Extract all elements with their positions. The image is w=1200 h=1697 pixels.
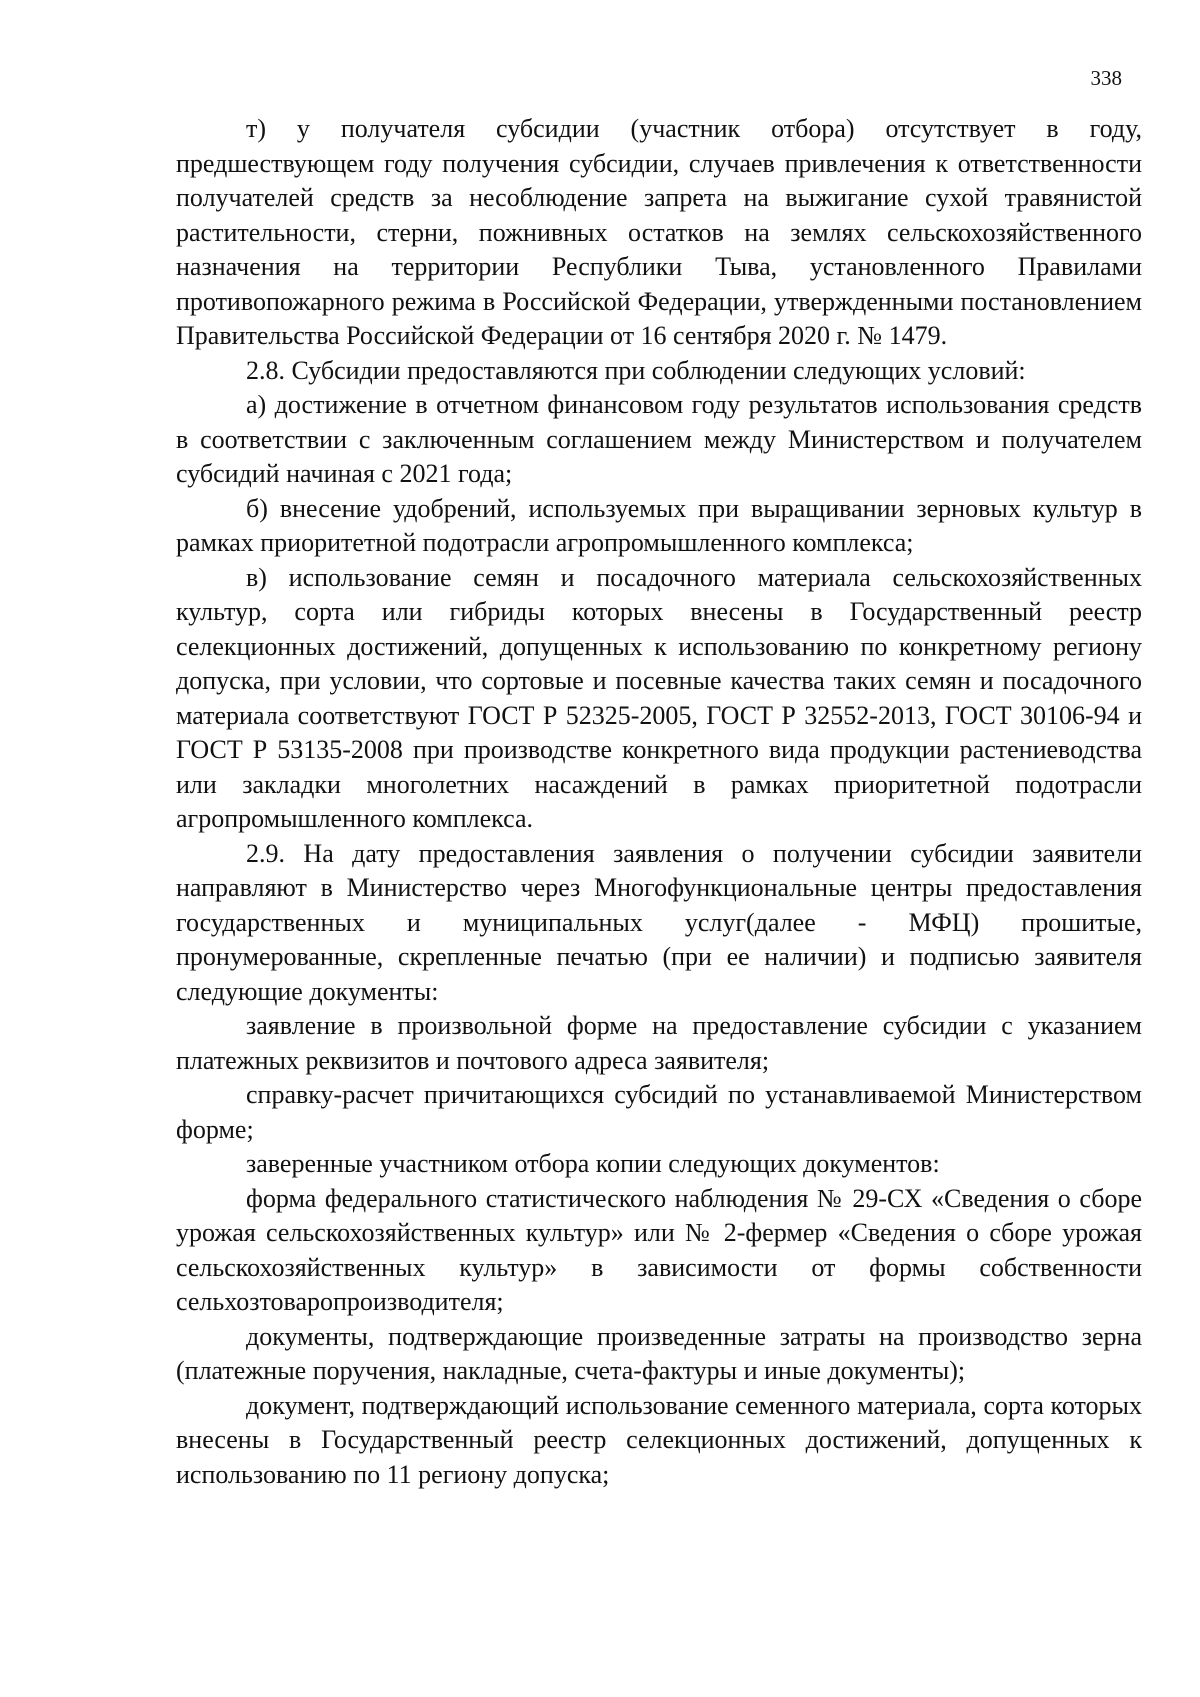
paragraph-2-8: 2.8. Субсидии предоставляются при соблюдении следующих условий:	[246, 355, 1026, 385]
paragraph-form-29: форма федерального статистического наблюдения № 29-СХ «Сведения о сборе урожая сельскохозяйственных культур» или № 2-фермер «Сведения о сборе урожая сельскохозяйственных культур» в зависимости от формы собственности сельхозтоваропроизводителя;	[176, 1183, 1142, 1316]
paragraph-v: в) использование семян и посадочного материала сельскохозяйственных культур, сорта или гибриды которых внесены в Государственный реестр селекционных достижений, допущенных к использованию по конкретному региону допуска, при условии, что сортовые и посевные качества таких семян и посадочного материала соответствуют ГОСТ Р 52325-2005, ГОСТ Р 32552-2013, ГОСТ 30106-94 и ГОСТ Р 53135-2008 при производстве конкретного вида продукции растениеводства или закладки многолетних насаждений в рамках приоритетной подотрасли агропромышленного комплекса.	[176, 562, 1142, 833]
paragraph-t: т) у получателя субсидии (участник отбора) отсутствует в году, предшествующем году получения субсидии, случаев привлечения к ответственности получателей средств за несоблюдение запрета на выжигание сухой травянистой растительности, стерни, пожнивных остатков на землях сельскохозяйственного назначения на территории Республики Тыва, установленного Правилами противопожарного режима в Российской Федерации, утвержденными постановлением Правительства Российской Федерации от 16 сентября 2020 г. № 1479.	[176, 114, 1142, 350]
paragraph-2-9: 2.9. На дату предоставления заявления о получении субсидии заявители направляют в Министерство через Многофункциональные центры предоставления государственных и муниципальных услуг(далее - МФЦ) прошитые, пронумерованные, скрепленные печатью (при ее наличии) и подписью заявителя следующие документы:	[176, 838, 1142, 1006]
paragraph-a: а) достижение в отчетном финансовом году результатов использования средств в соответствии с заключенным соглашением между Министерством и получателем субсидий начиная с 2021 года;	[176, 390, 1142, 488]
document-body	[176, 112, 1142, 1492]
paragraph-copies: заверенные участником отбора копии следующих документов:	[246, 1149, 940, 1178]
paragraph-costs: документы, подтверждающие произведенные затраты на производство зерна (платежные поручения, накладные, счета-фактуры и иные документы);	[176, 1321, 1142, 1385]
paragraph-calculation: справку-расчет причитающихся субсидий по устанавливаемой Министерством форме;	[176, 1080, 1142, 1144]
paragraph-application: заявление в произвольной форме на предоставление субсидии с указанием платежных реквизитов и почтового адреса заявителя;	[176, 1011, 1142, 1075]
page-number: 338	[1090, 66, 1122, 90]
paragraph-seed-material: документ, подтверждающий использование семенного материала, сорта которых внесены в Государственный реестр селекционных достижений, допущенных к использованию по 11 региону допуска;	[176, 1390, 1142, 1489]
paragraph-b: б) внесение удобрений, используемых при выращивании зерновых культур в рамках приоритетной подотрасли агропромышленного комплекса;	[176, 493, 1142, 557]
